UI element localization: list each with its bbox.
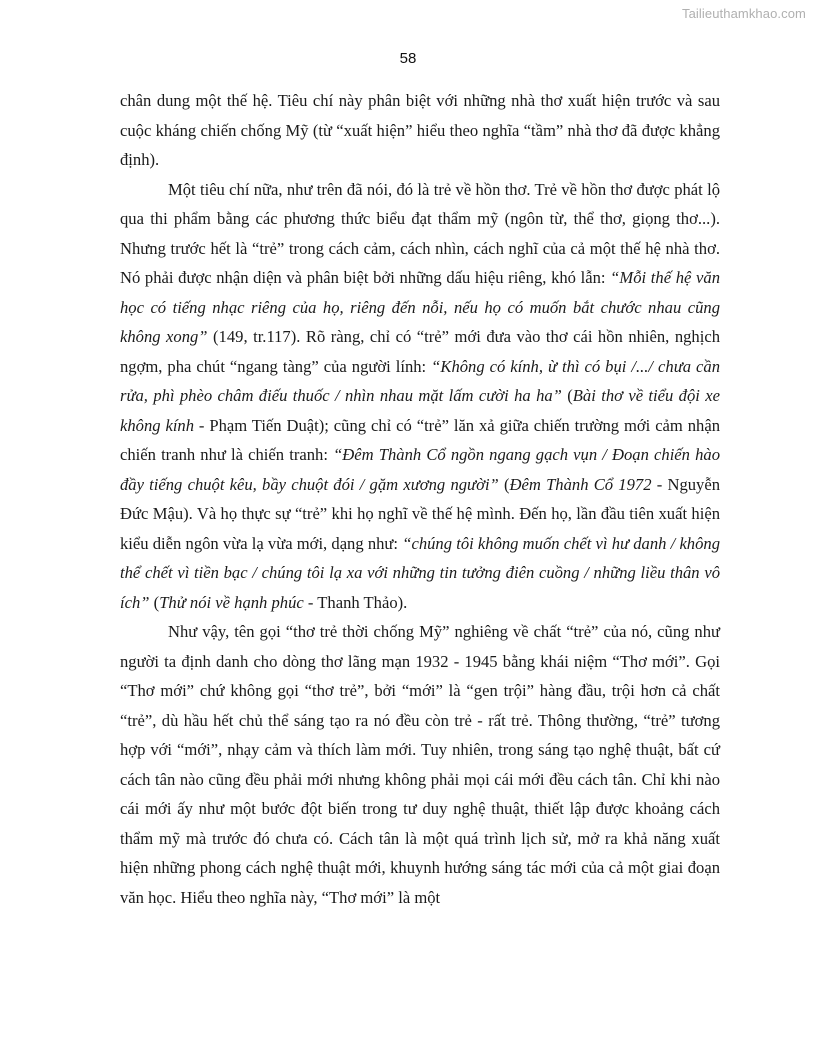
text-run: ( [498,474,510,494]
work-title: Thử nói về hạnh phúc [159,592,304,612]
text-run: Một tiêu chí nữa, như trên đã nói, đó là trẻ về hồn thơ. Trẻ về hồn thơ được phát lộ qua thi phẩm bằng các phương thức biểu đạt thẩm mỹ (ngôn từ, thể thơ, giọng thơ...). Nhưng trước hết là “trẻ” trong cách cảm, cách nhìn, cách nghĩ của cả một thế hệ nhà thơ. Nó phải được nhận diện và phân biệt bởi những dấu hiệu riêng, khó lẫn: [120,179,720,287]
paragraph-1 [120,86,720,175]
text-run: chân dung một thế hệ. Tiêu chí này phân biệt với những nhà thơ xuất hiện trước và sau cuộc kháng chiến chống Mỹ (từ “xuất hiện” hiểu theo nghĩa “tầm” nhà thơ đã được khẳng định). [120,91,720,169]
work-title: Đêm Thành Cổ 1972 [509,474,652,494]
text-run: - Nguyễn Đức Mậu). Và họ thực sự “trẻ” khi họ nghĩ về thế hệ mình. Đến họ, lần đầu tiên xuất hiện kiểu diễn ngôn vừa lạ vừa mới, dạng như: [120,474,720,553]
watermark: Tailieuthamkhao.com [681,6,806,21]
page-number: 58 [399,50,417,67]
work-title: Bài thơ về tiểu đội xe không kính [120,386,720,435]
text-run: (149, tr.117). Rõ ràng, chỉ có “trẻ” mới đưa vào thơ cái hồn nhiên, nghịch ngợm, pha chút “ngang tàng” của người lính: [120,327,720,376]
text-run: - Phạm Tiến Duật); cũng chỉ có “trẻ” lăn xả giữa chiến trường mới cảm nhận chiến tranh như là chiến tranh: [120,415,720,464]
paragraph-2 [120,175,720,618]
text-run: - Thanh Thảo). [303,592,408,612]
quote: “Không có kính, ừ thì có bụi /.../ chưa cần rửa, phì phèo châm điếu thuốc / nhìn nhau mặt lấm cười ha ha” [120,356,720,405]
text-run: Như vậy, tên gọi “thơ trẻ thời chống Mỹ” nghiêng về chất “trẻ” của nó, cũng như người ta định danh cho dòng thơ lãng mạn 1932 - 1945 bằng khái niệm “Thơ mới”. Gọi “Thơ mới” chứ không gọi “thơ trẻ”, bởi “mới” là “gen trội” hàng đầu, trội hơn cả chất “trẻ”, dù hầu hết chủ thể sáng tạo ra nó đều còn trẻ - rất trẻ. Thông thường, “trẻ” tương hợp với “mới”, nhạy cảm và thích làm mới. Tuy nhiên, trong sáng tạo nghệ thuật, bất cứ cách tân nào cũng đều phải mới nhưng không phải mọi cái mới đều cách tân. Chỉ khi nào cái mới ấy như một bước đột biến trong tư duy nghệ thuật, thiết lập được khoảng cách thẩm mỹ mà trước đó chưa có. Cách tân là một quá trình lịch sử, mở ra khả năng xuất hiện những phong cách nghệ thuật mới, khuynh hướng sáng tác mới của cả một giai đoạn văn học. Hiểu theo nghĩa này, “Thơ mới” là một [120,622,720,907]
quote: “Mỗi thế hệ văn học có tiếng nhạc riêng của họ, riêng đến nỗi, nếu họ có muốn bắt chước nhau cũng không xong” [120,268,720,346]
text-run: ( [149,592,160,612]
document-body [120,86,720,912]
quote: “chúng tôi không muốn chết vì hư danh / không thể chết vì tiền bạc / chúng tôi lạ xa với những tin tưởng điên cuồng / những liều thân vô ích” [120,533,720,612]
text-run: ( [561,386,573,405]
quote: “Đêm Thành Cổ ngồn ngang gạch vụn / Đoạn chiến hào đầy tiếng chuột kêu, bầy chuột đói / gặm xương người” [120,445,721,494]
paragraph-3 [120,617,720,912]
